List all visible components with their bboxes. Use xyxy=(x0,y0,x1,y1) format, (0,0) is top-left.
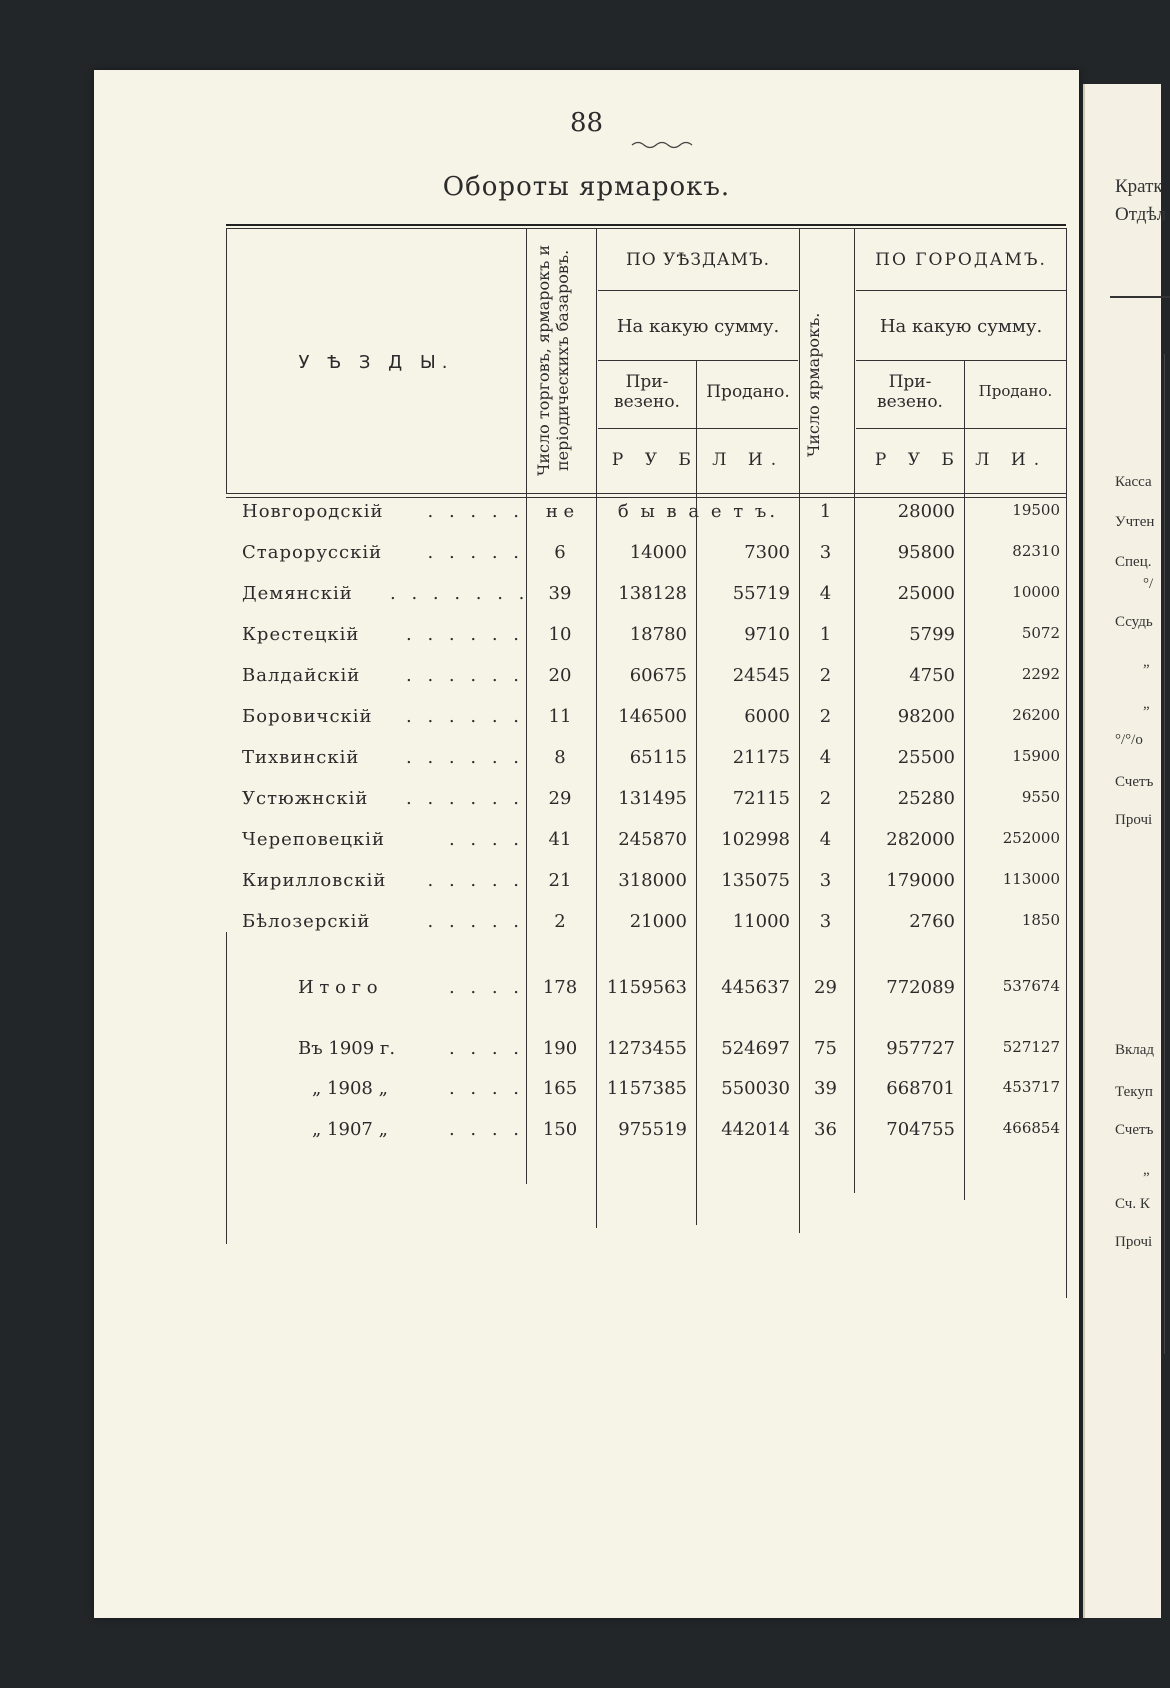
row-name: Бѣлозерскій xyxy=(242,911,371,932)
cell-g-priv: 4750 xyxy=(909,665,955,686)
cell-priv: б ы в а е т ъ. xyxy=(617,501,779,522)
cell-count: 8 xyxy=(554,747,566,768)
header-privezeno-uezdy: При- везено. xyxy=(614,372,680,412)
cell-count: 190 xyxy=(542,1038,578,1059)
cell-count: 20 xyxy=(548,665,572,686)
next-page-item: Прочі xyxy=(1115,1234,1153,1250)
cell-prod: 135075 xyxy=(721,870,790,891)
cell-count: 178 xyxy=(542,977,578,998)
table-row xyxy=(94,870,1079,900)
cell-priv: 1159563 xyxy=(606,977,687,998)
table-top-rule-thin xyxy=(226,228,1066,229)
cell-fairs: 39 xyxy=(814,1078,837,1099)
row-dots: . . . . xyxy=(448,1078,524,1099)
cell-prod: 72115 xyxy=(732,788,790,809)
table-row xyxy=(94,583,1079,613)
cell-fairs: 1 xyxy=(819,624,832,645)
cell-count: 41 xyxy=(548,829,572,850)
cell-priv: 1157385 xyxy=(606,1078,687,1099)
row-dots: . . . . . xyxy=(427,911,524,932)
cell-g-prod: 527127 xyxy=(1002,1038,1060,1056)
header-prodano-uezdy: Продано. xyxy=(706,382,790,402)
row-name: Валдайскій xyxy=(242,665,361,686)
next-page-title-1: Кратк xyxy=(1115,176,1163,197)
ornament-squiggle xyxy=(630,140,700,150)
table-row xyxy=(94,501,1079,531)
cell-count: 165 xyxy=(542,1078,578,1099)
next-page-item: Ссудь xyxy=(1115,614,1153,630)
header-group-uezdy: ПО УѢЗДАМЪ. xyxy=(625,250,770,270)
rule-uezd-sum xyxy=(598,360,798,361)
cell-priv: 975519 xyxy=(618,1119,687,1140)
totals-row xyxy=(94,1038,1079,1068)
cell-fairs: 4 xyxy=(819,747,832,768)
cell-g-prod: 537674 xyxy=(1002,977,1060,995)
header-prodano-goroda: Продано. xyxy=(978,382,1053,400)
cell-priv: 21000 xyxy=(629,911,687,932)
header-rubli-goroda: Р У Б Л И. xyxy=(874,450,1048,470)
cell-priv: 60675 xyxy=(629,665,687,686)
cell-fairs: 4 xyxy=(819,583,832,604)
cell-g-priv: 668701 xyxy=(886,1078,955,1099)
cell-fairs: 75 xyxy=(814,1038,837,1059)
row-name: „ 1907 „ xyxy=(312,1119,388,1140)
cell-prod: 524697 xyxy=(721,1038,790,1059)
header-sum-goroda: На какую сумму. xyxy=(879,316,1043,337)
row-name: Кирилловскій xyxy=(242,870,387,891)
header-fairs: Число ярмарокъ. xyxy=(804,312,823,458)
row-name: Въ 1909 г. xyxy=(298,1038,396,1059)
cell-g-priv: 25500 xyxy=(897,747,955,768)
cell-prod: 442014 xyxy=(721,1119,790,1140)
next-page-item: Счетъ xyxy=(1115,774,1154,790)
next-page-item: Учтен xyxy=(1115,514,1155,530)
cell-g-priv: 95800 xyxy=(897,542,955,563)
cell-fairs: 3 xyxy=(819,542,832,563)
header-bottom-rule xyxy=(226,493,1066,494)
cell-count: 2 xyxy=(554,911,566,932)
table-row xyxy=(94,788,1079,818)
rule-uezd-rubli xyxy=(598,428,798,429)
cell-fairs: 4 xyxy=(819,829,832,850)
cell-priv: 318000 xyxy=(618,870,687,891)
cell-priv: 138128 xyxy=(618,583,687,604)
book-page xyxy=(94,70,1079,1618)
row-name: Новгородскій xyxy=(242,501,384,522)
page-number: 88 xyxy=(569,108,604,138)
cell-count: н е xyxy=(545,501,575,522)
row-name: Демянскій xyxy=(242,583,353,604)
row-dots: . . . . . . xyxy=(406,706,524,727)
vrule-6 xyxy=(964,360,965,1200)
next-page-rule xyxy=(1110,296,1170,298)
next-page-item: Счетъ xyxy=(1115,1122,1154,1138)
rule-gor-rubli xyxy=(856,428,1066,429)
cell-fairs: 3 xyxy=(819,911,832,932)
cell-g-priv: 772089 xyxy=(886,977,955,998)
cell-fairs: 29 xyxy=(814,977,837,998)
cell-prod: 102998 xyxy=(721,829,790,850)
row-dots: . . . . xyxy=(448,977,524,998)
header-sum-uezdy: На какую сумму. xyxy=(616,316,780,337)
rule-gor-group xyxy=(856,290,1066,291)
cell-prod: 9710 xyxy=(744,624,790,645)
cell-g-priv: 98200 xyxy=(897,706,955,727)
totals-row xyxy=(94,1078,1079,1108)
cell-prod: 24545 xyxy=(732,665,790,686)
table-row xyxy=(94,911,1079,941)
cell-count: 21 xyxy=(548,870,572,891)
row-dots: . . . . . . . xyxy=(390,583,530,604)
cell-count: 11 xyxy=(548,706,572,727)
cell-prod: 445637 xyxy=(721,977,790,998)
cell-g-prod: 1850 xyxy=(1021,911,1060,929)
cell-prod: 55719 xyxy=(732,583,790,604)
next-page-item: „ xyxy=(1143,696,1150,712)
cell-fairs: 36 xyxy=(814,1119,837,1140)
header-group-goroda: ПО ГОРОДАМЪ. xyxy=(875,250,1047,270)
table-row xyxy=(94,747,1079,777)
row-name: „ 1908 „ xyxy=(312,1078,388,1099)
cell-count: 6 xyxy=(554,542,566,563)
cell-g-prod: 26200 xyxy=(1012,706,1060,724)
cell-g-priv: 25280 xyxy=(897,788,955,809)
rule-gor-sum xyxy=(856,360,1066,361)
row-name: Тихвинскій xyxy=(242,747,360,768)
next-page-item: Прочі xyxy=(1115,812,1153,828)
cell-count: 39 xyxy=(548,583,572,604)
next-page-item: „ xyxy=(1143,654,1150,670)
cell-priv: 245870 xyxy=(618,829,687,850)
row-dots: . . . . xyxy=(448,829,524,850)
cell-g-priv: 704755 xyxy=(886,1119,955,1140)
table-row xyxy=(94,542,1079,572)
next-page-item: °/°/о xyxy=(1115,732,1143,748)
cell-fairs: 3 xyxy=(819,870,832,891)
table-row xyxy=(94,706,1079,736)
cell-g-prod: 9550 xyxy=(1021,788,1060,806)
cell-count: 29 xyxy=(548,788,572,809)
row-dots: . . . . xyxy=(448,1038,524,1059)
cell-priv: 1273455 xyxy=(606,1038,687,1059)
cell-prod: 7300 xyxy=(744,542,790,563)
row-dots: . . . . . . xyxy=(406,624,524,645)
cell-g-prod: 82310 xyxy=(1012,542,1060,560)
table-row xyxy=(94,829,1079,859)
header-count: Число торговъ, ярмарокъ и періодическихъ базаровъ. xyxy=(534,244,572,476)
cell-fairs: 2 xyxy=(819,706,832,727)
row-dots: . . . . . xyxy=(427,870,524,891)
row-dots: . . . . . xyxy=(427,542,524,563)
cell-priv: 65115 xyxy=(629,747,687,768)
cell-priv: 146500 xyxy=(618,706,687,727)
next-page-item: Текуп xyxy=(1115,1084,1153,1100)
cell-g-prod: 10000 xyxy=(1012,583,1060,601)
cell-g-priv: 25000 xyxy=(897,583,955,604)
table-top-rule xyxy=(226,224,1066,226)
cell-priv: 14000 xyxy=(629,542,687,563)
row-dots: . . . . . xyxy=(427,501,524,522)
cell-g-prod: 15900 xyxy=(1012,747,1060,765)
row-name: Устюжнскій xyxy=(242,788,369,809)
header-bottom-rule-2 xyxy=(226,497,1066,498)
row-dots: . . . . . . xyxy=(406,665,524,686)
cell-prod: 21175 xyxy=(732,747,790,768)
cell-g-prod: 113000 xyxy=(1002,870,1060,888)
row-name: Старорусскій xyxy=(242,542,383,563)
cell-prod: 550030 xyxy=(721,1078,790,1099)
cell-priv: 131495 xyxy=(618,788,687,809)
next-page-item: Касса xyxy=(1115,474,1152,490)
cell-g-prod: 453717 xyxy=(1002,1078,1060,1096)
cell-fairs: 2 xyxy=(819,788,832,809)
cell-g-prod: 252000 xyxy=(1002,829,1060,847)
next-page-vline xyxy=(1164,354,1165,1354)
row-name: Боровичскій xyxy=(242,706,373,727)
header-rubli-uezdy: Р У Б Л И. xyxy=(611,450,785,470)
page-title: Обороты ярмарокъ. xyxy=(442,172,731,202)
cell-count: 10 xyxy=(548,624,572,645)
cell-g-prod: 5072 xyxy=(1021,624,1060,642)
rule-uezd-group xyxy=(598,290,798,291)
cell-priv: 18780 xyxy=(629,624,687,645)
cell-g-prod: 19500 xyxy=(1012,501,1060,519)
cell-g-priv: 957727 xyxy=(886,1038,955,1059)
row-dots: . . . . . . xyxy=(406,747,524,768)
table-row xyxy=(94,624,1079,654)
cell-g-prod: 2292 xyxy=(1021,665,1060,683)
totals-row xyxy=(94,1119,1079,1149)
row-name: И т о г о xyxy=(298,977,378,998)
next-page-item: Сч. К xyxy=(1115,1196,1150,1212)
table-row xyxy=(94,665,1079,695)
cell-g-priv: 282000 xyxy=(886,829,955,850)
cell-count: 150 xyxy=(542,1119,578,1140)
header-privezeno-goroda: При- везено. xyxy=(877,372,943,412)
row-dots: . . . . . . xyxy=(406,788,524,809)
cell-g-priv: 179000 xyxy=(886,870,955,891)
cell-prod: 11000 xyxy=(732,911,790,932)
cell-fairs: 1 xyxy=(819,501,832,522)
next-page-edge xyxy=(1083,84,1167,1618)
cell-g-priv: 5799 xyxy=(909,624,955,645)
totals-row xyxy=(94,977,1079,1007)
row-name: Крестецкій xyxy=(242,624,360,645)
cell-fairs: 2 xyxy=(819,665,832,686)
cell-g-priv: 28000 xyxy=(897,501,955,522)
row-name: Череповецкій xyxy=(242,829,385,850)
cell-g-prod: 466854 xyxy=(1002,1119,1060,1137)
next-page-item: Вклад xyxy=(1115,1042,1155,1058)
next-page-item: °/ xyxy=(1143,576,1154,592)
row-dots: . . . . xyxy=(448,1119,524,1140)
cell-g-priv: 2760 xyxy=(909,911,955,932)
header-uezdy: У Ѣ З Д Ы. xyxy=(298,352,454,373)
cell-prod: 6000 xyxy=(744,706,790,727)
next-page-title-2: Отдѣл xyxy=(1115,204,1167,225)
next-page-item: „ xyxy=(1143,1162,1150,1178)
next-page-item: Спец. xyxy=(1115,554,1152,570)
